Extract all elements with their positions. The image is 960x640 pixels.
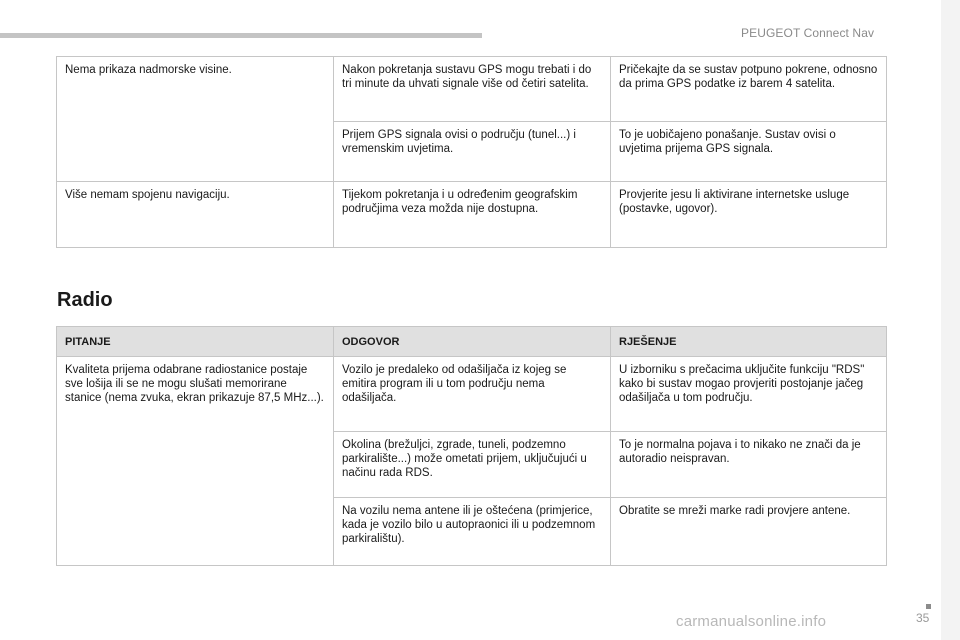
table-header-row — [57, 327, 887, 357]
question-cell: Kvaliteta prijema odabrane radiostanice postaje sve lošija ili se ne mogu slušati memorirane stanice (nema zvuka, ekran prikazuje 87,5 MHz...). — [57, 357, 334, 566]
page-number: 35 — [916, 611, 930, 625]
gps-troubleshooting-table — [56, 56, 887, 248]
header-brand: PEUGEOT Connect Nav — [741, 26, 875, 40]
question-cell: Više nemam spojenu navigaciju. — [57, 182, 334, 248]
column-header-answer: ODGOVOR — [334, 327, 611, 357]
solution-cell: Pričekajte da se sustav potpuno pokrene, odnosno da prima GPS podatke iz barem 4 satelita. — [611, 57, 887, 122]
answer-cell: Vozilo je predaleko od odašiljača iz kojeg se emitira program ili u tom području nema odašiljača. — [334, 357, 611, 432]
answer-cell: Tijekom pokretanja i u određenim geografskim područjima veza možda nije dostupna. — [334, 182, 611, 248]
watermark: carmanualsonline.info — [676, 613, 827, 630]
radio-troubleshooting-table — [56, 326, 887, 566]
table-row — [57, 357, 887, 432]
section-title-radio: Radio — [57, 289, 113, 311]
solution-cell: Provjerite jesu li aktivirane internetske usluge (postavke, ugovor). — [611, 182, 887, 248]
column-header-question: PITANJE — [57, 327, 334, 357]
solution-cell: Obratite se mreži marke radi provjere antene. — [611, 498, 887, 566]
answer-cell: Na vozilu nema antene ili je oštećena (primjerice, kada je vozilo bilo u autopraonici ili u podzemnom parkiralištu). — [334, 498, 611, 566]
question-cell: Nema prikaza nadmorske visine. — [57, 57, 334, 182]
header-rule — [0, 33, 482, 38]
answer-cell: Nakon pokretanja sustavu GPS mogu trebati i do tri minute da uhvati signale više od četiri satelita. — [334, 57, 611, 122]
column-header-solution: RJEŠENJE — [611, 327, 887, 357]
solution-cell: To je normalna pojava i to nikako ne znači da je autoradio neispravan. — [611, 432, 887, 498]
solution-cell: To je uobičajeno ponašanje. Sustav ovisi o uvjetima prijema GPS signala. — [611, 122, 887, 182]
page-marker — [926, 604, 931, 609]
answer-cell: Okolina (brežuljci, zgrade, tuneli, podzemno parkiralište...) može ometati prijem, uključujući u načinu rada RDS. — [334, 432, 611, 498]
answer-cell: Prijem GPS signala ovisi o području (tunel...) i vremenskim uvjetima. — [334, 122, 611, 182]
table-row — [57, 182, 887, 248]
page-side-strip — [941, 0, 960, 640]
table-row — [57, 57, 887, 122]
solution-cell: U izborniku s prečacima uključite funkciju "RDS" kako bi sustav mogao provjeriti postojanje jačeg odašiljača u tom području. — [611, 357, 887, 432]
